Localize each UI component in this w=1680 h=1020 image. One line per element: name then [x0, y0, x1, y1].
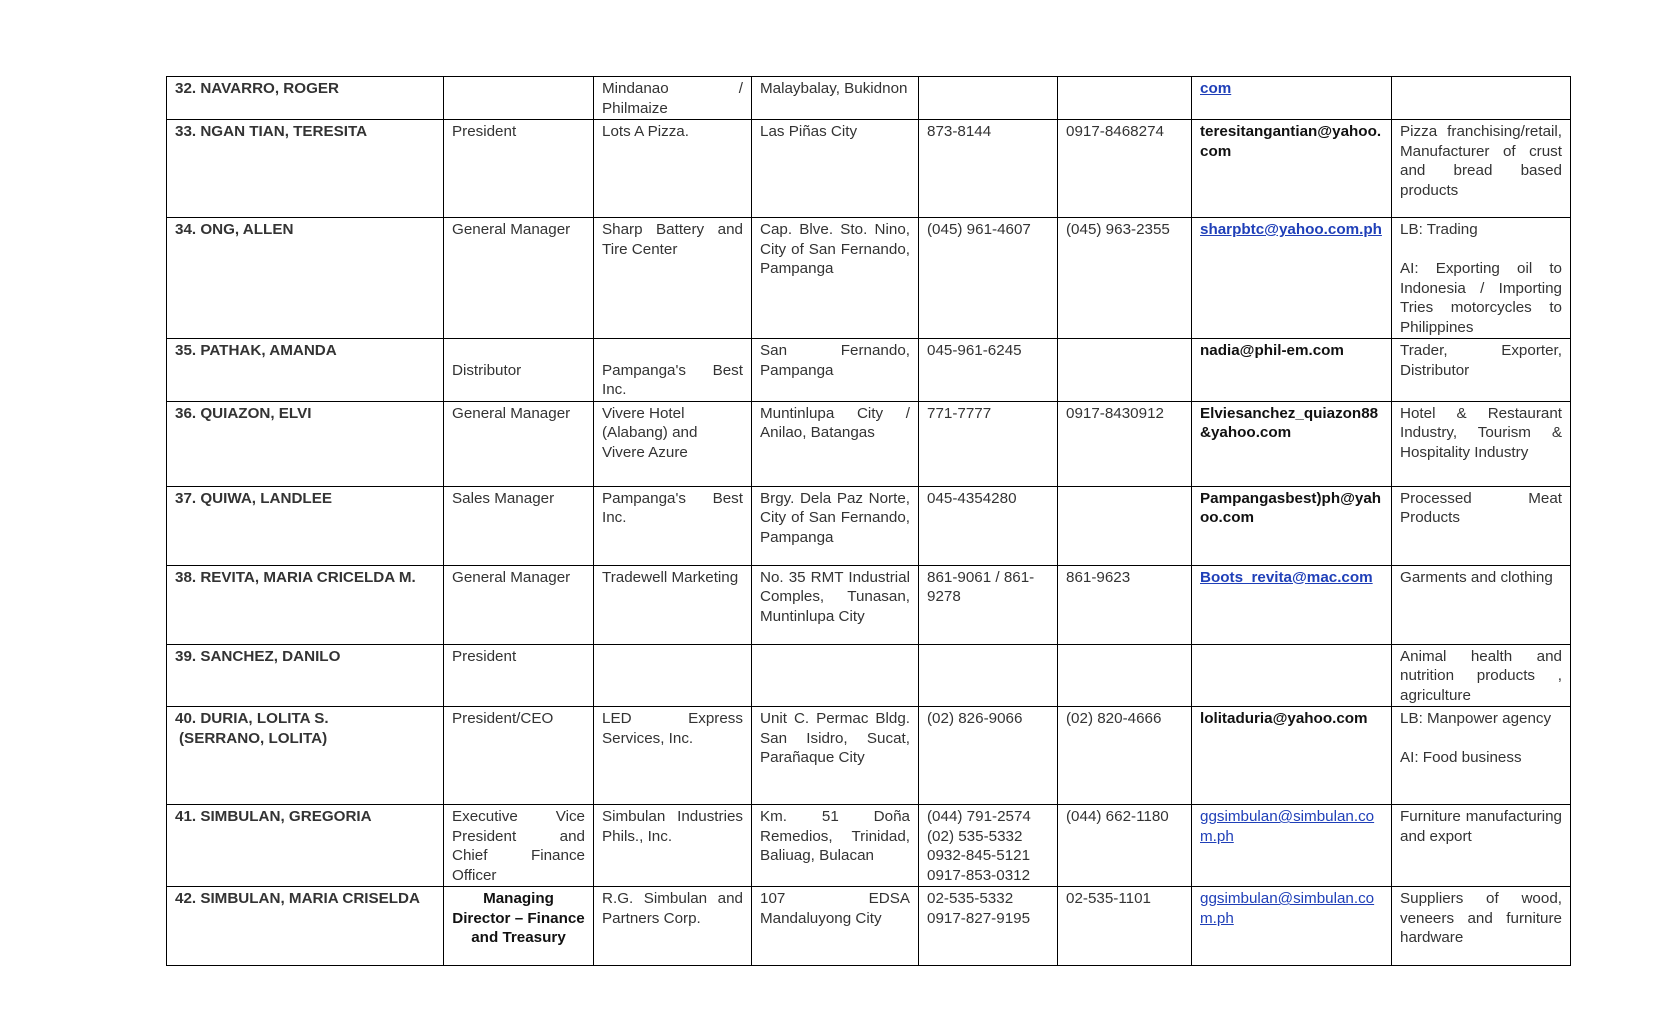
company-cell: Simbulan Industries Phils., Inc. [594, 805, 752, 887]
company-text: Pampanga's Best Inc. [602, 361, 743, 398]
email-cell: Pampangasbest)ph@yahoo.com [1192, 486, 1392, 565]
fax-cell [1058, 339, 1192, 402]
position-cell: Managing Director – Finance and Treasury [444, 887, 594, 966]
tel-cell: 861-9061 / 861-9278 [919, 565, 1058, 644]
address-cell: Unit C. Permac Bldg. San Isidro, Sucat, Parañaque City [752, 707, 919, 805]
business-cell: Trader, Exporter, Distributor [1392, 339, 1571, 402]
table-row [167, 805, 1571, 887]
table-row [167, 401, 1571, 486]
table-row [167, 707, 1571, 805]
position-cell: Executive Vice President and Chief Finance Officer [444, 805, 594, 887]
position-cell: General Manager [444, 401, 594, 486]
member-name-line-1: 40. DURIA, LOLITA S. [175, 710, 329, 727]
fax-cell: 02-535-1101 [1058, 887, 1192, 966]
member-name: 36. QUIAZON, ELVI [167, 401, 444, 486]
table-row [167, 77, 1571, 120]
address-cell: Km. 51 Doña Remedios, Trinidad, Baliuag, Bulacan [752, 805, 919, 887]
address-cell: No. 35 RMT Industrial Comples, Tunasan, Muntinlupa City [752, 565, 919, 644]
email-cell [1192, 77, 1392, 120]
tel-cell: 045-4354280 [919, 486, 1058, 565]
business-cell [1392, 77, 1571, 120]
position-cell: President/CEO [444, 707, 594, 805]
fax-cell [1058, 77, 1192, 120]
member-name: 33. NGAN TIAN, TERESITA [167, 120, 444, 218]
address-cell: Malaybalay, Bukidnon [752, 77, 919, 120]
position-cell: General Manager [444, 565, 594, 644]
email-cell [1192, 644, 1392, 707]
position-cell: Sales Manager [444, 486, 594, 565]
address-cell [752, 644, 919, 707]
position-cell [444, 77, 594, 120]
email-cell [1192, 218, 1392, 339]
company-cell [594, 644, 752, 707]
table-row [167, 887, 1571, 966]
tel-cell: 873-8144 [919, 120, 1058, 218]
company-cell [594, 339, 752, 402]
member-name: 39. SANCHEZ, DANILO [167, 644, 444, 707]
company-cell: Vivere Hotel (Alabang) and Vivere Azure [594, 401, 752, 486]
business-line-2: AI: Exporting oil to Indonesia / Importing Tries motorcycles to Philippines [1400, 260, 1562, 336]
company-cell: Tradewell Marketing [594, 565, 752, 644]
fax-cell: 0917-8468274 [1058, 120, 1192, 218]
fax-cell: (02) 820-4666 [1058, 707, 1192, 805]
member-directory-table [166, 76, 1571, 966]
business-cell: Animal health and nutrition products , agriculture [1392, 644, 1571, 707]
fax-cell [1058, 486, 1192, 565]
tel-line-2: (02) 535-5332 [927, 827, 1023, 845]
tel-cell: (02) 826-9066 [919, 707, 1058, 805]
business-line-1: LB: Manpower agency [1400, 710, 1552, 727]
business-cell: Pizza franchising/retail, Manufacturer of crust and bread based products [1392, 120, 1571, 218]
table-row [167, 218, 1571, 339]
address-cell: Cap. Blve. Sto. Nino, City of San Fernando, Pampanga [752, 218, 919, 339]
company-cell: Mindanao / Philmaize [594, 77, 752, 120]
tel-cell [919, 644, 1058, 707]
table-row [167, 120, 1571, 218]
email-cell: teresitangantian@yahoo.com [1192, 120, 1392, 218]
business-cell: Garments and clothing [1392, 565, 1571, 644]
email-cell: lolitaduria@yahoo.com [1192, 707, 1392, 805]
business-cell [1392, 707, 1571, 805]
fax-cell: 861-9623 [1058, 565, 1192, 644]
address-cell: 107 EDSA Mandaluyong City [752, 887, 919, 966]
table-row [167, 486, 1571, 565]
tel-cell [919, 77, 1058, 120]
member-name: 41. SIMBULAN, GREGORIA [167, 805, 444, 887]
business-cell: Hotel & Restaurant Industry, Tourism & Hospitality Industry [1392, 401, 1571, 486]
tel-line-1: 02-535-5332 [927, 890, 1014, 907]
table-row [167, 339, 1571, 402]
business-line-1: LB: Trading [1400, 221, 1478, 238]
position-cell: President [444, 644, 594, 707]
company-cell: Lots A Pizza. [594, 120, 752, 218]
tel-line-1: (044) 791-2574 [927, 808, 1031, 825]
member-name: 34. ONG, ALLEN [167, 218, 444, 339]
fax-cell: (044) 662-1180 [1058, 805, 1192, 887]
member-name-line-2: (SERRANO, LOLITA) [179, 729, 328, 747]
email-cell: nadia@phil-em.com [1192, 339, 1392, 402]
company-cell: R.G. Simbulan and Partners Corp. [594, 887, 752, 966]
member-name: 35. PATHAK, AMANDA [167, 339, 444, 402]
email-link[interactable]: Boots_revita@mac.com [1200, 568, 1373, 586]
fax-cell: (045) 963-2355 [1058, 218, 1192, 339]
tel-cell: (045) 961-4607 [919, 218, 1058, 339]
tel-cell [919, 887, 1058, 966]
company-cell: LED Express Services, Inc. [594, 707, 752, 805]
address-cell: Las Piñas City [752, 120, 919, 218]
address-cell: Brgy. Dela Paz Norte, City of San Fernando, Pampanga [752, 486, 919, 565]
business-line-2: AI: Food business [1400, 749, 1522, 766]
tel-cell: 045-961-6245 [919, 339, 1058, 402]
address-cell: San Fernando, Pampanga [752, 339, 919, 402]
tel-line-3: 0932-845-5121 [927, 847, 1031, 864]
business-cell: Suppliers of wood, veneers and furniture hardware [1392, 887, 1571, 966]
position-cell: President [444, 120, 594, 218]
tel-line-2: 0917-827-9195 [927, 909, 1031, 927]
member-name: 42. SIMBULAN, MARIA CRISELDA [167, 887, 444, 966]
email-link[interactable]: com [1200, 80, 1232, 97]
member-name: 38. REVITA, MARIA CRICELDA M. [167, 565, 444, 644]
business-cell: Furniture manufacturing and export [1392, 805, 1571, 887]
business-cell: Processed Meat Products [1392, 486, 1571, 565]
tel-cell: 771-7777 [919, 401, 1058, 486]
member-name [167, 707, 444, 805]
member-name: 37. QUIWA, LANDLEE [167, 486, 444, 565]
member-name: 32. NAVARRO, ROGER [167, 77, 444, 120]
email-cell [1192, 805, 1392, 887]
business-cell [1392, 218, 1571, 339]
company-cell: Pampanga's Best Inc. [594, 486, 752, 565]
tel-line-4: 0917-853-0312 [927, 866, 1031, 884]
table-row [167, 565, 1571, 644]
email-link[interactable]: sharpbtc@yahoo.com.ph [1200, 221, 1382, 238]
position-cell: General Manager [444, 218, 594, 339]
address-cell: Muntinlupa City / Anilao, Batangas [752, 401, 919, 486]
fax-cell [1058, 644, 1192, 707]
email-link[interactable]: ggsimbulan@simbulan.com.ph [1200, 808, 1375, 845]
table-row [167, 644, 1571, 707]
email-cell [1192, 887, 1392, 966]
position-cell: Distributor [444, 339, 594, 402]
email-cell: Elviesanchez_quiazon88&yahoo.com [1192, 401, 1392, 486]
tel-cell [919, 805, 1058, 887]
fax-cell: 0917-8430912 [1058, 401, 1192, 486]
email-cell [1192, 565, 1392, 644]
company-cell: Sharp Battery and Tire Center [594, 218, 752, 339]
email-link[interactable]: ggsimbulan@simbulan.com.ph [1200, 890, 1375, 927]
